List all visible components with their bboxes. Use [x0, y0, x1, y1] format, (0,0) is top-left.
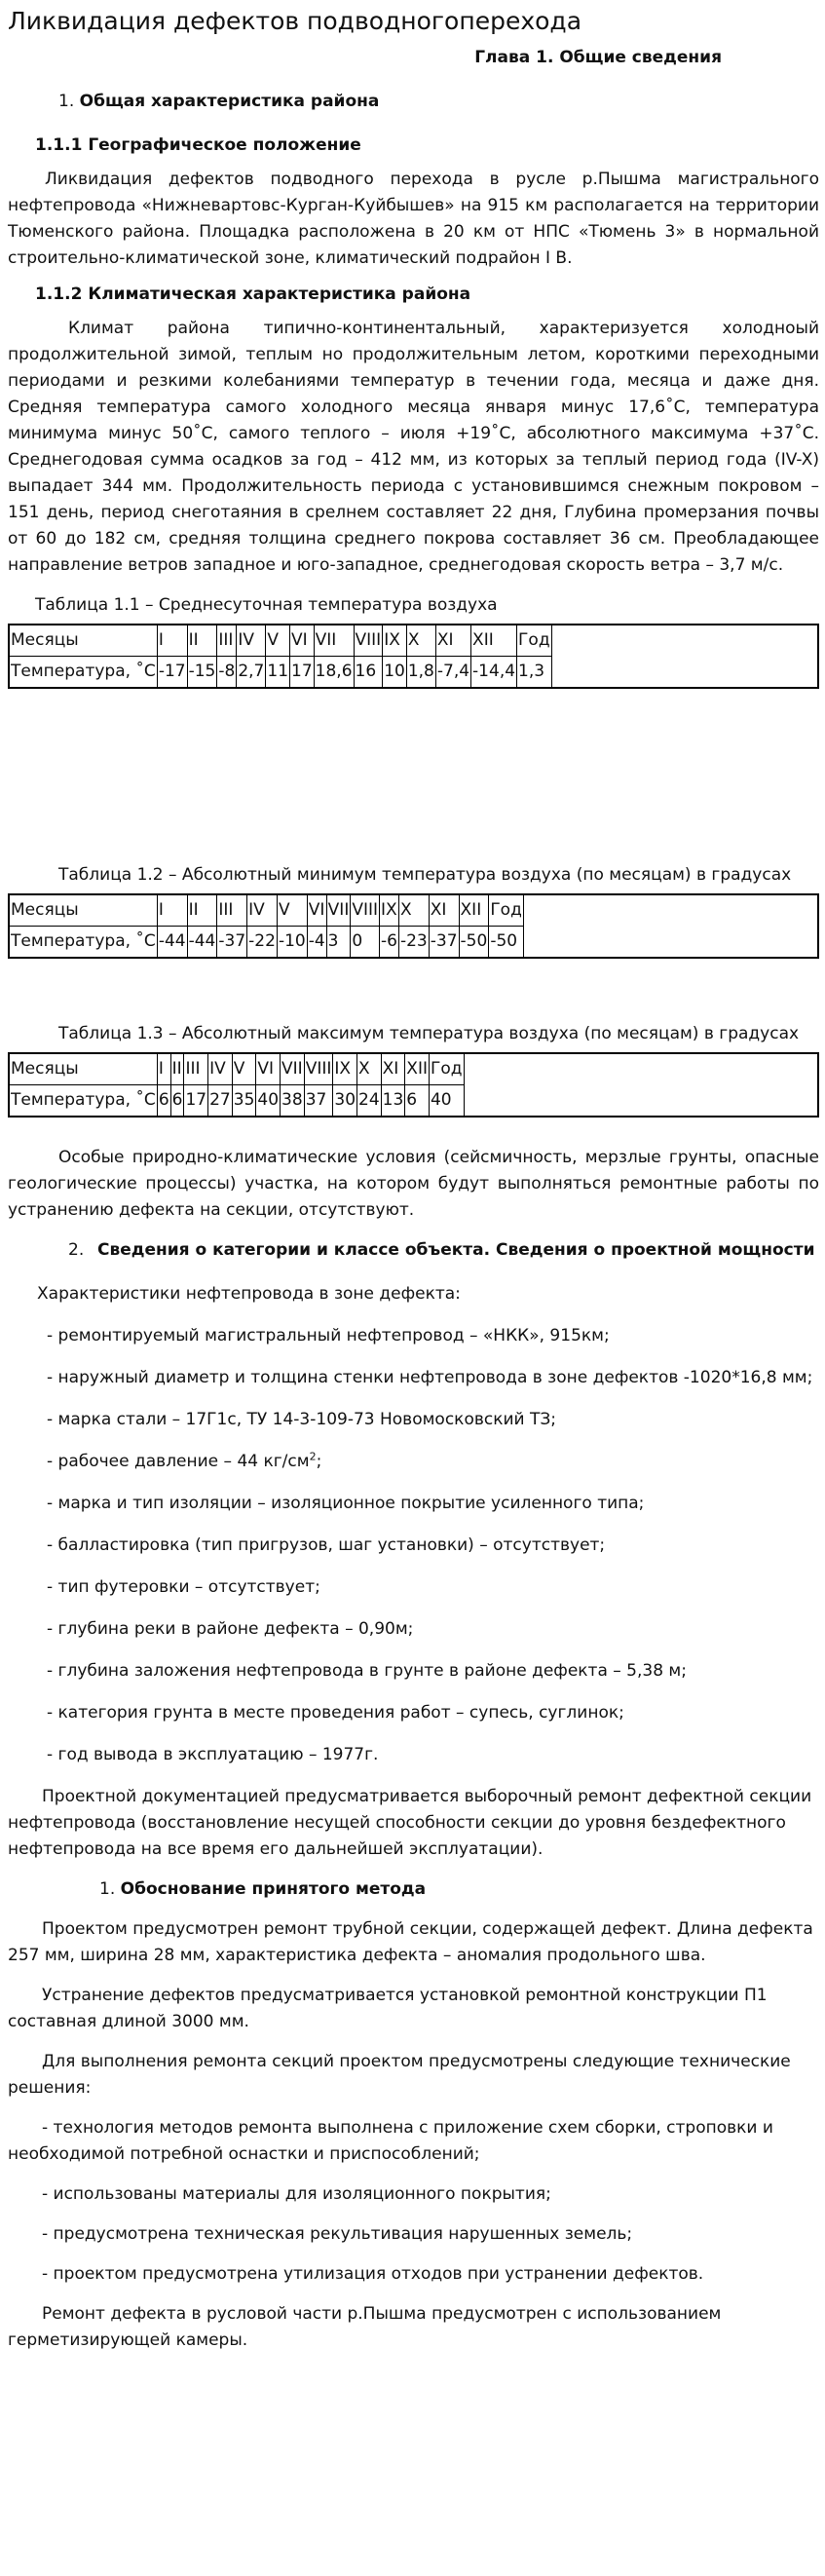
table-cell: -4: [307, 927, 326, 959]
table-cell: -50: [459, 927, 489, 959]
geography-paragraph: Ликвидация дефектов подводного перехода в русле р.Пышма магистрального нефтепровода «Нижневартовс-Курган-Куйбышев» на 915 км располагается на территории Тюменского района. Площадка расположена в 20 км от НПС «Тюмень 3» в нормальной строительно-климатической зоне, климатический подрайон I В.: [8, 170, 819, 268]
section-3-heading: [99, 1876, 819, 1903]
table-cell: VII: [281, 1053, 305, 1085]
table-filler: [464, 1053, 818, 1085]
table-cell: 35: [232, 1085, 256, 1118]
section-1-heading: [58, 89, 819, 115]
table-cell: IV: [237, 625, 266, 657]
table-cell: 37: [304, 1085, 333, 1118]
table-cell: VII: [326, 894, 351, 927]
method-list-item: - предусмотрена техническая рекультивация нарушенных земель;: [42, 2224, 633, 2244]
table-cell: V: [266, 625, 290, 657]
table-cell: Год: [429, 1053, 464, 1085]
table-cell: -22: [247, 927, 278, 959]
table-cell: II: [187, 625, 217, 657]
table-cell: IX: [383, 625, 407, 657]
table-cell: I: [157, 625, 187, 657]
table-cell: V: [277, 894, 307, 927]
table-cell: VI: [290, 625, 315, 657]
table-cell: 18,6: [314, 657, 354, 689]
chapter-heading: Глава 1. Общие сведения: [474, 48, 722, 67]
section-3-title: Обоснование принятого метода: [120, 1879, 427, 1899]
table-row: [9, 625, 818, 657]
table-1-caption: Таблица 1.1 – Среднесуточная температура воздуха: [35, 595, 498, 615]
list-item: - балластировка (тип пригрузов, шаг установки) – отсутствует;: [47, 1535, 606, 1555]
table-cell: XII: [459, 894, 489, 927]
table-cell: 17: [290, 657, 315, 689]
table-cell: Температура, ˚С: [9, 927, 157, 959]
table-cell: -37: [429, 927, 459, 959]
list-item: - тип футеровки – отсутствует;: [47, 1577, 320, 1597]
section-1-number: 1.: [58, 92, 75, 111]
table-cell: 6: [405, 1085, 430, 1118]
subsection-climate-title: 1.1.2 Климатическая характеристика района: [35, 284, 471, 304]
table-cell: -10: [277, 927, 307, 959]
table-cell: I: [157, 894, 187, 927]
list-item: - марка и тип изоляции – изоляционное покрытие усиленного типа;: [47, 1494, 645, 1513]
section-2-heading: [58, 1237, 819, 1264]
table-cell: XI: [435, 625, 470, 657]
table-cell: VIII: [354, 625, 383, 657]
spacer: [8, 689, 819, 862]
document-title: Ликвидация дефектов подводногоперехода: [8, 7, 582, 35]
table-cell: -23: [398, 927, 429, 959]
table-cell: III: [217, 894, 247, 927]
table-cell: VI: [307, 894, 326, 927]
section-2-title: Сведения о категории и классе объекта. Сведения о проектной мощности: [97, 1240, 815, 1260]
table-cell: 17: [184, 1085, 208, 1118]
spacer: [8, 959, 819, 1021]
design-paragraph: Проектной документацией предусматривается выборочный ремонт дефектной секции нефтепровода (восстановление несущей способности секции до уровня бездефектного нефтепровода на все время его дальнейшей эксплуатации).: [8, 1787, 812, 1859]
table-cell: XII: [471, 625, 517, 657]
table-cell: 6: [157, 1085, 170, 1118]
method-paragraph: Проектом предусмотрен ремонт трубной секции, содержащей дефект. Длина дефекта 257 мм, ширина 28 мм, характеристика дефекта – аномалия продольного шва.: [8, 1919, 813, 1965]
table-cell: IV: [247, 894, 278, 927]
document: [8, 0, 819, 2368]
table-cell: Год: [489, 894, 524, 927]
table-cell: -8: [217, 657, 237, 689]
table-cell: II: [170, 1053, 184, 1085]
table-cell: VIII: [351, 894, 380, 927]
table-cell: V: [232, 1053, 256, 1085]
table-cell: Месяцы: [9, 625, 157, 657]
table-cell: 1,3: [517, 657, 552, 689]
subsection-geography-title: 1.1.1 Географическое положение: [35, 135, 361, 155]
table-cell: IX: [380, 894, 399, 927]
table-avg-temperature: [8, 624, 819, 689]
table-2-caption: Таблица 1.2 – Абсолютный минимум температура воздуха (по месяцам) в градусах: [58, 865, 792, 885]
list-item: - ремонтируемый магистральный нефтепровод – «НКК», 915км;: [47, 1326, 610, 1345]
table-cell: IX: [333, 1053, 357, 1085]
table-cell: 13: [381, 1085, 405, 1118]
table-row: [9, 927, 818, 959]
method-list-item: - технология методов ремонта выполнена с приложение схем сборки, строповки и необходимой потребной оснастки и приспособлений;: [8, 2118, 773, 2164]
list-item: - глубина заложения нефтепровода в грунте в районе дефекта – 5,38 м;: [47, 1661, 687, 1681]
table-cell: I: [157, 1053, 170, 1085]
table-cell: -6: [380, 927, 399, 959]
table-cell: -17: [157, 657, 187, 689]
table-cell: 40: [429, 1085, 464, 1118]
table-cell: -15: [187, 657, 217, 689]
table-cell: X: [406, 625, 435, 657]
table-cell: -7,4: [435, 657, 470, 689]
climate-paragraph: Климат района типично-континентальный, характеризуется холодноый продолжительной зимой, теплым но продолжительным летом, короткими переходными периодами и резкими колебаниями температур в течении года, месяца и даже дня. Средняя температура самого холодного месяца января минус 17,6˚С, температура минимума минус 50˚С, самого теплого – июля +19˚С, абсолютного максимума +37˚С. Среднегодовая сумма осадков за год – 412 мм, из которых за теплый период года (IV-X) выпадает 344 мм. Продолжительность периода с установившимся снежным покровом – 151 день, период снеготаяния в срелнем составляет 22 дня, Глубина промерзания почвы от 60 до 182 см, средняя толщина среднего покрова составляет 36 см. Преобладающее направление ветров западное и юго-западное, среднегодовая скорость ветра – 3,7 м/с.: [8, 319, 819, 575]
table-cell: -14,4: [471, 657, 517, 689]
table-cell: 27: [208, 1085, 233, 1118]
table-cell: IV: [208, 1053, 233, 1085]
table-cell: 30: [333, 1085, 357, 1118]
table-cell: -44: [187, 927, 217, 959]
table-filler: [523, 894, 818, 927]
table-cell: 3: [326, 927, 351, 959]
method-paragraph: Устранение дефектов предусматривается установкой ремонтной конструкции П1 составная длиной 3000 мм.: [8, 1986, 768, 2031]
list-item: - год вывода в эксплуатацию – 1977г.: [47, 1745, 379, 1764]
table-cell: 6: [170, 1085, 184, 1118]
table-max-temperature: [8, 1052, 819, 1118]
table-cell: -37: [217, 927, 247, 959]
table-min-temperature: [8, 893, 819, 959]
special-conditions-paragraph: Особые природно-климатические условия (сейсмичность, мерзлые грунты, опасные геологические процессы) участка, на котором будут выполняться ремонтные работы по устранению дефекта на секции, отсутствуют.: [8, 1148, 819, 1220]
table-filler: [551, 657, 818, 689]
list-item: - наружный диаметр и толщина стенки нефтепровода в зоне дефектов -1020*16,8 мм;: [47, 1368, 813, 1387]
list-item: - категория грунта в месте проведения работ – супесь, суглинок;: [47, 1703, 624, 1723]
table-row: [9, 894, 818, 927]
table-cell: III: [184, 1053, 208, 1085]
list-item: - глубина реки в районе дефекта – 0,90м;: [47, 1619, 414, 1639]
table-cell: Месяцы: [9, 894, 157, 927]
table-cell: 10: [383, 657, 407, 689]
table-cell: Температура, ˚С: [9, 657, 157, 689]
table-row: [9, 657, 818, 689]
table-cell: 11: [266, 657, 290, 689]
table-cell: III: [217, 625, 237, 657]
table-cell: X: [398, 894, 429, 927]
table-cell: 16: [354, 657, 383, 689]
table-cell: Месяцы: [9, 1053, 157, 1085]
table-cell: X: [357, 1053, 382, 1085]
pressure-tail: ;: [316, 1452, 322, 1471]
table-cell: Температура, ˚С: [9, 1085, 157, 1118]
characteristics-intro: Характеристики нефтепровода в зоне дефекта:: [37, 1284, 461, 1304]
table-cell: VIII: [304, 1053, 333, 1085]
section-1-title: Общая характеристика района: [79, 92, 380, 111]
method-paragraph: Ремонт дефекта в русловой части р.Пышма предусмотрен с использованием герметизирующей камеры.: [8, 2304, 722, 2350]
table-cell: 1,8: [406, 657, 435, 689]
table-3-caption: Таблица 1.3 – Абсолютный максимум температура воздуха (по месяцам) в градусах: [58, 1024, 800, 1043]
table-cell: 24: [357, 1085, 382, 1118]
table-cell: VII: [314, 625, 354, 657]
list-item: - марка стали – 17Г1с, ТУ 14-3-109-73 Новомосковский ТЗ;: [47, 1410, 556, 1429]
superscript: 2: [309, 1450, 317, 1463]
table-row: [9, 1053, 818, 1085]
table-cell: 38: [281, 1085, 305, 1118]
table-cell: Год: [517, 625, 552, 657]
table-filler: [551, 625, 818, 657]
table-cell: VI: [256, 1053, 281, 1085]
pressure-text: - рабочее давление – 44 кг/см: [47, 1452, 310, 1471]
table-cell: 2,7: [237, 657, 266, 689]
method-list-item: - использованы материалы для изоляционного покрытия;: [42, 2184, 551, 2204]
method-paragraph: Для выполнения ремонта секций проектом предусмотрены следующие технические решения:: [8, 2052, 791, 2098]
section-3-number: 1.: [99, 1879, 116, 1899]
table-cell: II: [187, 894, 217, 927]
table-cell: -50: [489, 927, 524, 959]
method-list-item: - проектом предусмотрена утилизация отходов при устранении дефектов.: [42, 2264, 704, 2284]
table-filler: [523, 927, 818, 959]
table-cell: -44: [157, 927, 187, 959]
table-row: [9, 1085, 818, 1118]
table-cell: 0: [351, 927, 380, 959]
table-cell: XI: [381, 1053, 405, 1085]
table-cell: XII: [405, 1053, 430, 1085]
table-filler: [464, 1085, 818, 1118]
list-item-pressure: [47, 1449, 819, 1475]
table-cell: 40: [256, 1085, 281, 1118]
section-2-number: 2.: [68, 1240, 85, 1260]
table-cell: XI: [429, 894, 459, 927]
